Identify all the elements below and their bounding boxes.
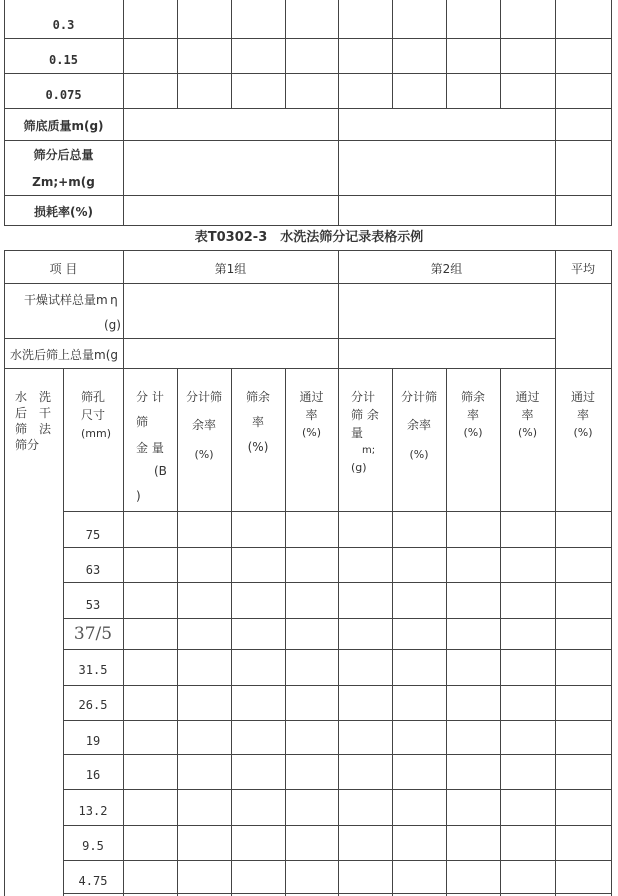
section-label: 筛分 (15, 438, 40, 452)
section-label: 水 洗 (15, 390, 52, 404)
group1-header: 第1组 (214, 262, 247, 276)
average-header: 平均 (570, 262, 595, 276)
g2-passing-header: 通过 (515, 390, 540, 404)
size-header: 筛孔 (81, 390, 106, 404)
avg-passing-header: 率 (576, 408, 589, 422)
bottom-mass-label: 筛底质量m(g) (23, 119, 104, 133)
g1-partial-ret-header: (%) (194, 448, 214, 461)
g2-retained-mass-header: 分计 (351, 390, 376, 404)
g1-retained-mass-header: ) (136, 489, 141, 503)
g2-retained-mass-header: 量 (351, 426, 364, 440)
size-header: 尺寸 (81, 408, 106, 422)
g2-retained-mass-header: m; (362, 445, 376, 456)
table-caption: 表T0302-3 水洗法筛分记录表格示例 (194, 230, 424, 245)
sieve-size: 31.5 (78, 663, 108, 677)
item-header: 项 目 (49, 262, 78, 276)
g1-cum-ret-header: (%) (247, 440, 269, 454)
g2-partial-ret-header: 余率 (406, 418, 431, 432)
sieve-size: 16 (85, 768, 101, 782)
loss-rate-label: 损耗率(%) (34, 205, 93, 219)
g2-passing-header: (%) (517, 426, 538, 439)
g1-partial-ret-header: 分计筛 (185, 390, 222, 404)
g2-cum-ret-header: 率 (466, 408, 479, 422)
sieve-size: 75 (85, 528, 101, 542)
top-row-label: 0.15 (49, 53, 78, 67)
sieve-size: 53 (85, 598, 101, 612)
g1-passing-header: 率 (305, 408, 318, 422)
sieve-size: 37/5 (73, 624, 113, 644)
g1-passing-header: (%) (301, 426, 322, 439)
sieve-size: 19 (85, 734, 101, 748)
g1-cum-ret-header: 筛余 (245, 390, 270, 404)
g2-retained-mass-header: (g) (351, 461, 367, 474)
g1-retained-mass-header: 分 计 (136, 390, 164, 404)
group2-header: 第2组 (430, 262, 463, 276)
avg-passing-header: (%) (573, 426, 593, 439)
top-row-label: 0.075 (45, 88, 82, 102)
total-after-sieving-formula: Zm;+m(g (32, 175, 95, 189)
g1-cum-ret-header: 率 (251, 415, 264, 429)
sieve-size: 26.5 (78, 698, 108, 712)
total-after-sieving-label: 筛分后总量 (33, 148, 94, 162)
g1-partial-ret-header: 余率 (191, 418, 216, 432)
g2-cum-ret-header: (%) (463, 426, 483, 439)
g2-partial-ret-header: (%) (409, 448, 429, 461)
g2-partial-ret-header: 分计筛 (400, 390, 437, 404)
avg-passing-header: 通过 (570, 390, 595, 404)
g1-retained-mass-header: 金 量 (136, 441, 164, 455)
section-label: 后 干 (15, 406, 52, 420)
sieve-size: 9.5 (82, 839, 104, 853)
sieve-size: 63 (85, 563, 101, 577)
g1-retained-mass-header: (B (154, 464, 167, 478)
sieve-size: 13.2 (78, 804, 108, 818)
top-row-label: 0.3 (52, 18, 75, 32)
g1-passing-header: 通过 (299, 390, 324, 404)
g2-retained-mass-header: 筛 余 (351, 408, 379, 422)
g2-cum-ret-header: 筛余 (460, 390, 485, 404)
g1-retained-mass-header: 筛 (136, 415, 149, 429)
size-header: (mm) (81, 427, 112, 440)
section-label: 筛 法 (15, 422, 52, 436)
sieve-size: 4.75 (78, 874, 108, 888)
washed-total-label: 水洗后筛上总量m(g (10, 348, 118, 362)
dry-total-unit: (g) (104, 318, 121, 332)
dry-total-label: 干燥试样总量m η (24, 293, 118, 307)
g2-passing-header: 率 (521, 408, 534, 422)
